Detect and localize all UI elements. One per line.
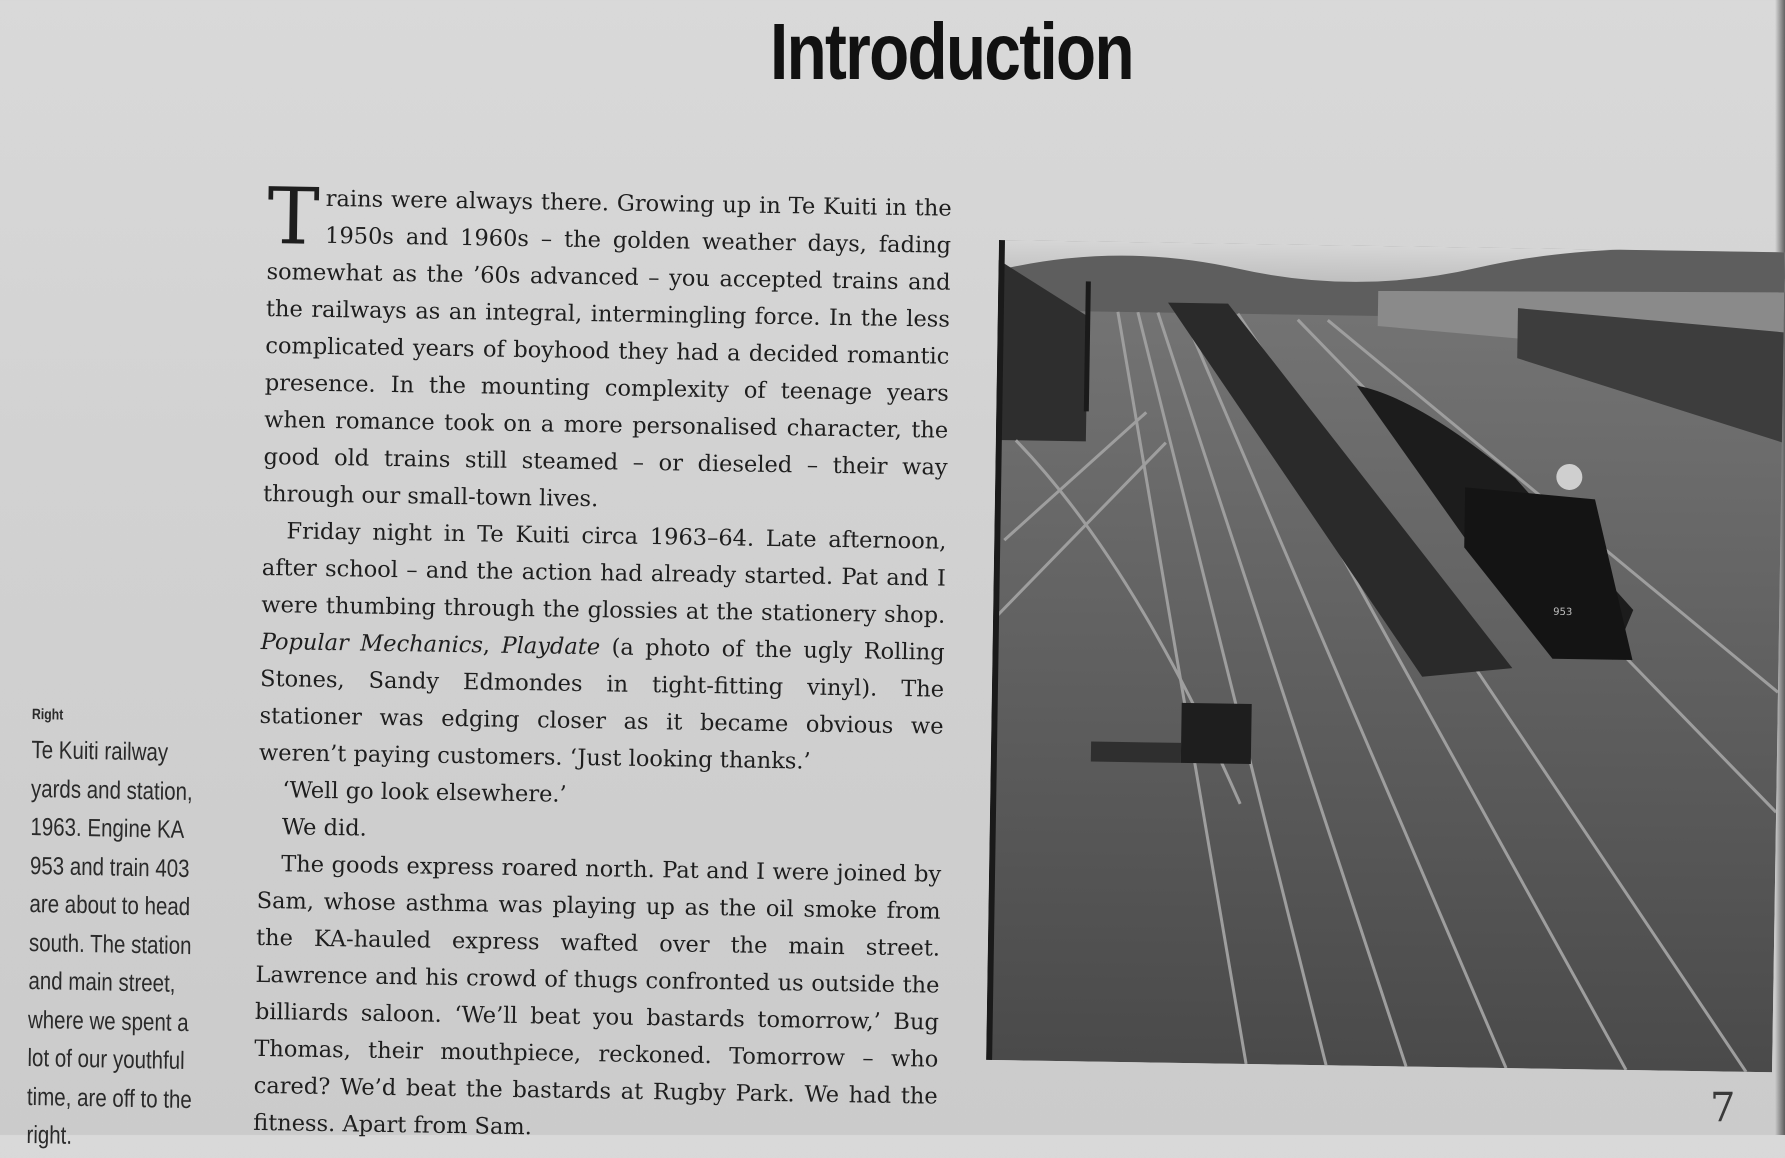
article-body bbox=[252, 172, 952, 1153]
caption-text: Te Kuiti railway yards and station, 1963. Engine KA 953 and train 403 are about to head south. The station and main street, where we spent a lot of our youthful time, are off to the right. bbox=[26, 735, 193, 1150]
railway-yard-illustration bbox=[986, 240, 1785, 1072]
paragraph-5: The goods express roared north. Pat and I were joined by Sam, whose asthma was playing up as the oil smoke from the KA-hauled express wafted over the main street. Lawrence and his crowd of thugs confronted us outside the billiards saloon. ‘We’ll beat you bastards tomorrow,’ Bug Thomas, their mouthpiece, reckoned. Tomorrow – who cared? We’d beat the bastards at Rugby Park. We had the fitness. Apart from Sam. bbox=[252, 851, 942, 1141]
page-title: Introduction bbox=[770, 7, 1133, 96]
paragraph-3: ‘Well go look elsewhere.’ bbox=[282, 777, 567, 808]
railway-yard-photo bbox=[986, 240, 1785, 1072]
magazine-title: Playdate bbox=[501, 632, 601, 661]
engine-number-plate: 953 bbox=[1553, 606, 1573, 619]
drop-cap: T bbox=[266, 172, 321, 263]
paragraph-4: We did. bbox=[281, 814, 367, 842]
magazine-title: Popular Mechanics bbox=[260, 628, 484, 659]
paragraph-2: Friday night in Te Kuiti circa 1963–64. Late afternoon, after school – and the action had already started. Pat and I were thumbing through the glossies at the stationery shop. Popular Mechanics, Playdate (a photo of the ugly Rolling Stones, Sandy Edmondes in tight-fitting vinyl). The stationer was edging closer as it became obvious we weren’t paying customers. ‘Just looking thanks.’ bbox=[258, 518, 947, 775]
page-number: 7 bbox=[1710, 1085, 1736, 1131]
photo-caption bbox=[26, 706, 212, 1158]
caption-heading: Right bbox=[31, 706, 64, 724]
paragraph-1: Trains were always there. Growing up in Te Kuiti in the 1950s and 1960s – the golden weather days, fading somewhat as the ’60s advanced – you accepted trains and the railways as an integral, intermingling force. In the less complicated years of boyhood they had a decided romantic presence. In the mounting complexity of teenage years when romance took on a more personalised character, the good old trains still steamed – or dieseled – their way through our small-town lives. bbox=[262, 172, 952, 513]
